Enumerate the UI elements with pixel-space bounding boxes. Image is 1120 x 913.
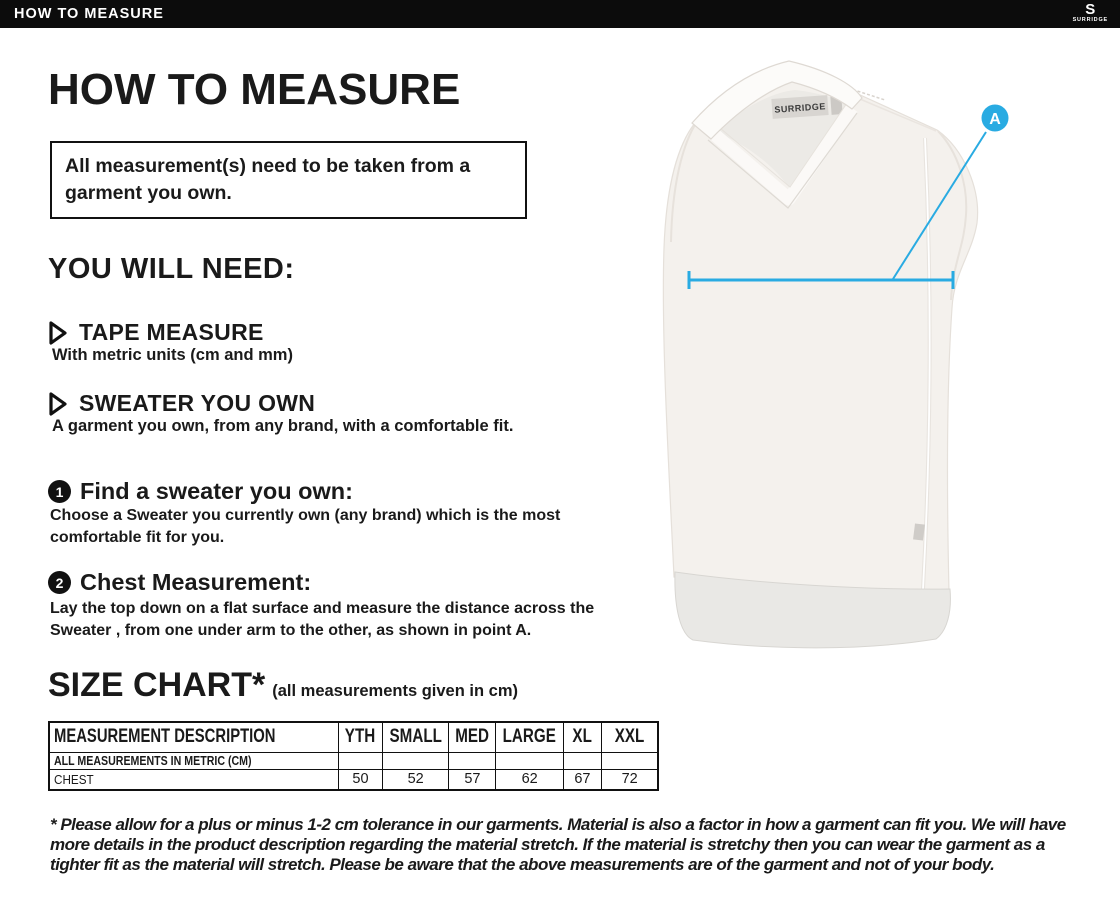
- point-a-label: A: [989, 111, 1001, 128]
- step-2-description: Lay the top down on a flat surface and measure the distance across the Sweater , from one under arm to the other, as shown in point A.: [50, 600, 595, 639]
- col-xl: XL: [563, 722, 601, 752]
- triangle-bullet-icon: [48, 392, 68, 416]
- chest-med: 57: [449, 769, 496, 790]
- point-a-marker: [982, 105, 1009, 132]
- col-small: SMALL: [382, 722, 448, 752]
- tolerance-disclaimer: * Please allow for a plus or minus 1-2 cm tolerance in our garments. Material is also a factor in how a garment can fit you. We will have more details in the product description regarding the material stretch. If the material is stretchy then you can wear the garment as a tighter fit as the material will stretch. Please be aware that the above measurements are of the garment and not of your body.: [50, 815, 1066, 874]
- step-1-description: Choose a Sweater you currently own (any brand) which is the most comfortable fit for you.: [50, 507, 561, 546]
- page-title: HOW TO MEASURE: [48, 65, 461, 114]
- need-item-tape-measure: [48, 319, 264, 346]
- size-chart-title: SIZE CHART*: [48, 666, 266, 704]
- col-large: LARGE: [496, 722, 564, 752]
- need-item-desc: With metric units (cm and mm): [52, 346, 293, 364]
- step-2-number-badge: 2: [48, 571, 71, 594]
- triangle-bullet-icon: [48, 321, 68, 345]
- step-2-heading: [48, 569, 311, 596]
- size-chart-subtitle: (all measurements given in cm): [272, 682, 518, 700]
- chest-xxl: 72: [601, 769, 658, 790]
- size-chart-metric-row: [49, 752, 658, 769]
- col-xxl: XXL: [601, 722, 658, 752]
- size-chart-chest-row: [49, 769, 658, 790]
- top-bar-title: HOW TO MEASURE: [14, 6, 164, 22]
- surridge-logo-text: SURRIDGE: [1072, 17, 1108, 23]
- col-med: MED: [449, 722, 496, 752]
- size-chart-header-row: [49, 722, 658, 752]
- need-item-sweater: [48, 390, 315, 417]
- you-will-need-heading: YOU WILL NEED:: [48, 253, 295, 285]
- need-item-desc: A garment you own, from any brand, with a comfortable fit.: [52, 417, 514, 435]
- top-bar: [0, 0, 1120, 28]
- chest-large: 62: [496, 769, 564, 790]
- size-chart-table: [48, 721, 659, 791]
- need-item-title: SWEATER YOU OWN: [79, 390, 316, 416]
- step-1-number-badge: 1: [48, 480, 71, 503]
- sweater-image: [600, 50, 1100, 665]
- col-measurement-description: MEASUREMENT DESCRIPTION: [49, 722, 338, 752]
- chest-row-label: CHEST: [49, 769, 338, 790]
- chest-small: 52: [382, 769, 448, 790]
- sweater-illustration: [600, 50, 1100, 665]
- size-chart-heading: [48, 666, 518, 705]
- surridge-logo: [1073, 2, 1108, 24]
- chest-xl: 67: [563, 769, 601, 790]
- collar-tag-label: SURRIDGE: [774, 101, 827, 115]
- step-1-heading: [48, 478, 353, 505]
- measurement-note-box: All measurement(s) need to be taken from a garment you own.: [50, 141, 527, 219]
- step-1-title: Find a sweater you own:: [80, 478, 353, 504]
- need-item-title: TAPE MEASURE: [79, 319, 264, 345]
- col-yth: YTH: [338, 722, 382, 752]
- step-2-title: Chest Measurement:: [80, 569, 312, 595]
- metric-row-label: ALL MEASUREMENTS IN METRIC (CM): [49, 752, 338, 769]
- chest-yth: 50: [338, 769, 382, 790]
- surridge-logo-icon: S: [1085, 1, 1096, 18]
